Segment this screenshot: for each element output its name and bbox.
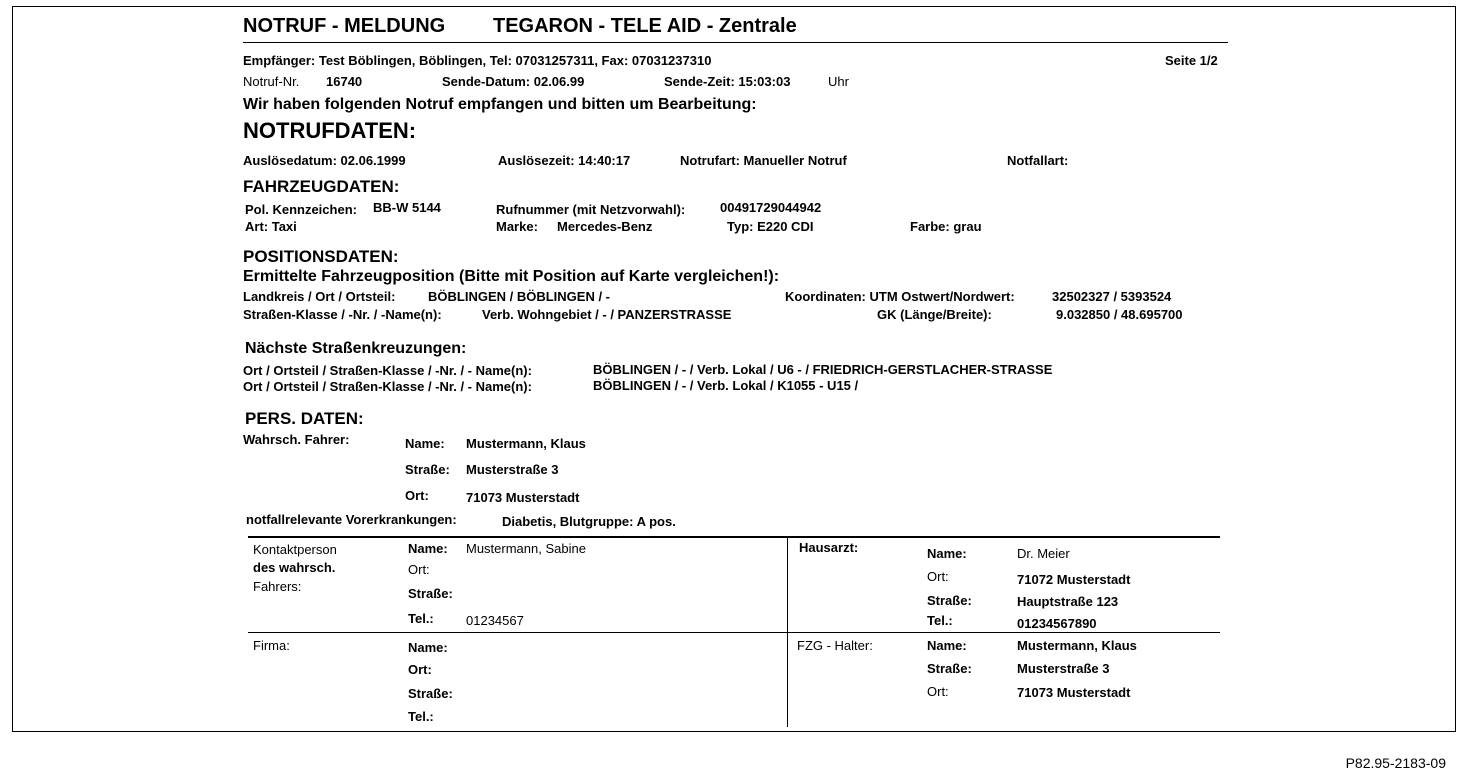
personal-heading: PERS. DATEN: [245, 409, 364, 428]
company-street-label: Straße: [408, 686, 453, 701]
contact-name: Mustermann, Sabine [466, 541, 586, 556]
phone-value: 00491729044942 [720, 200, 822, 215]
page-number: Seite 1/2 [1165, 53, 1218, 68]
contact-city-label: Ort: [408, 562, 430, 577]
driver-city: 71073 Musterstadt [466, 490, 580, 505]
company-label: Firma: [253, 638, 290, 653]
keeper-city-label: Ort: [927, 684, 949, 699]
doctor-name: Dr. Meier [1017, 546, 1070, 561]
phone-label: Rufnummer (mit Netzvorwahl): [496, 202, 686, 217]
position-heading: POSITIONSDATEN: [243, 247, 399, 266]
case-type: Notfallart: [1007, 153, 1069, 168]
request-text: Wir haben folgenden Notruf empfangen und bitten um Bearbeitung: [243, 96, 757, 113]
title-left: NOTRUF - MELDUNG [243, 15, 446, 37]
gk-value: 9.032850 / 48.695700 [1056, 307, 1183, 322]
table-top-rule [248, 536, 1220, 538]
driver-label: Wahrsch. Fahrer: [243, 432, 350, 447]
contact-tel: 01234567 [466, 613, 524, 628]
trigger-time: Auslösezeit: 14:40:17 [498, 153, 631, 168]
coords-value: 32502327 / 5393524 [1052, 289, 1172, 304]
doctor-city-label: Ort: [927, 569, 949, 584]
recipient: Empfänger: Test Böblingen, Böblingen, Tel: 07031257311, Fax: 07031237310 [243, 53, 712, 68]
doctor-label: Hausarzt: [799, 540, 859, 555]
crossing-label-1: Ort / Ortsteil / Straßen-Klasse / -Nr. / - Name(n): [243, 363, 532, 378]
brand-value: Mercedes-Benz [557, 219, 653, 234]
keeper-street-label: Straße: [927, 661, 972, 676]
vehicle-heading: FAHRZEUGDATEN: [243, 177, 400, 196]
contact-name-label: Name: [408, 541, 448, 556]
title-right: TEGARON - TELE AID - Zentrale [493, 15, 797, 37]
district-value: BÖBLINGEN / BÖBLINGEN / - [428, 289, 610, 304]
gk-label: GK (Länge/Breite): [877, 307, 992, 322]
company-name-label: Name: [408, 640, 448, 655]
driver-name-label: Name: [405, 436, 445, 451]
district-label: Landkreis / Ort / Ortsteil: [243, 289, 396, 304]
company-tel-label: Tel.: [408, 709, 434, 724]
vehicle-type: Typ: E220 CDI [727, 219, 814, 234]
call-type: Notrufart: Manueller Notruf [680, 153, 847, 168]
conditions-label: notfallrelevante Vorerkrankungen: [246, 512, 457, 527]
send-date: Sende-Datum: 02.06.99 [442, 74, 585, 89]
position-subheading: Ermittelte Fahrzeugposition (Bitte mit Position auf Karte vergleichen!): [243, 268, 780, 285]
figure-id: P82.95-2183-09 [1345, 755, 1446, 771]
doctor-name-label: Name: [927, 546, 967, 561]
notruf-heading: NOTRUFDATEN: [243, 118, 417, 143]
street-value: Verb. Wohngebiet / - / PANZERSTRASSE [482, 307, 732, 322]
conditions-value: Diabetis, Blutgruppe: A pos. [502, 514, 676, 529]
contact-label-1: Kontaktperson [253, 542, 337, 557]
plate-label: Pol. Kennzeichen: [245, 202, 357, 217]
keeper-name-label: Name: [927, 638, 967, 653]
driver-street: Musterstraße 3 [466, 462, 559, 477]
send-time: Sende-Zeit: 15:03:03 [664, 74, 791, 89]
crossing-row-2: BÖBLINGEN / - / Verb. Lokal / K1055 - U15 / [593, 378, 859, 393]
trigger-date: Auslösedatum: 02.06.1999 [243, 153, 406, 168]
contact-label-2: des wahrsch. [253, 560, 336, 575]
driver-street-label: Straße: [405, 462, 450, 477]
vehicle-kind: Art: Taxi [245, 219, 297, 234]
doctor-street-label: Straße: [927, 593, 972, 608]
coords-label: Koordinaten: UTM Ostwert/Nordwert: [785, 289, 1015, 304]
driver-name: Mustermann, Klaus [466, 436, 586, 451]
keeper-label: FZG - Halter: [797, 638, 873, 653]
company-city-label: Ort: [408, 662, 432, 677]
call-number-label: Notruf-Nr. [243, 74, 300, 89]
contact-street-label: Straße: [408, 586, 453, 601]
call-number: 16740 [326, 74, 363, 89]
crossing-row-1: BÖBLINGEN / - / Verb. Lokal / U6 - / FRIEDRICH-GERSTLACHER-STRASSE [593, 362, 1053, 377]
driver-city-label: Ort: [405, 488, 429, 503]
brand-label: Marke: [496, 219, 538, 234]
contact-label-3: Fahrers: [253, 579, 302, 594]
plate-value: BB-W 5144 [373, 200, 441, 215]
crossings-heading: Nächste Straßenkreuzungen: [245, 340, 467, 357]
keeper-city: 71073 Musterstadt [1017, 685, 1131, 700]
header-rule [243, 42, 1228, 43]
keeper-name: Mustermann, Klaus [1017, 638, 1137, 653]
doctor-city: 71072 Musterstadt [1017, 572, 1131, 587]
doctor-street: Hauptstraße 123 [1017, 594, 1119, 609]
doctor-tel: 01234567890 [1017, 616, 1097, 631]
keeper-street: Musterstraße 3 [1017, 661, 1110, 676]
table-mid-rule [248, 632, 1220, 633]
crossing-label-2: Ort / Ortsteil / Straßen-Klasse / -Nr. / - Name(n): [243, 379, 532, 394]
street-label: Straßen-Klasse / -Nr. / -Name(n): [243, 307, 442, 322]
table-divider [787, 537, 788, 727]
contact-tel-label: Tel.: [408, 611, 434, 626]
doctor-tel-label: Tel.: [927, 613, 953, 628]
send-time-unit: Uhr [828, 74, 849, 89]
vehicle-color: Farbe: grau [910, 219, 982, 234]
